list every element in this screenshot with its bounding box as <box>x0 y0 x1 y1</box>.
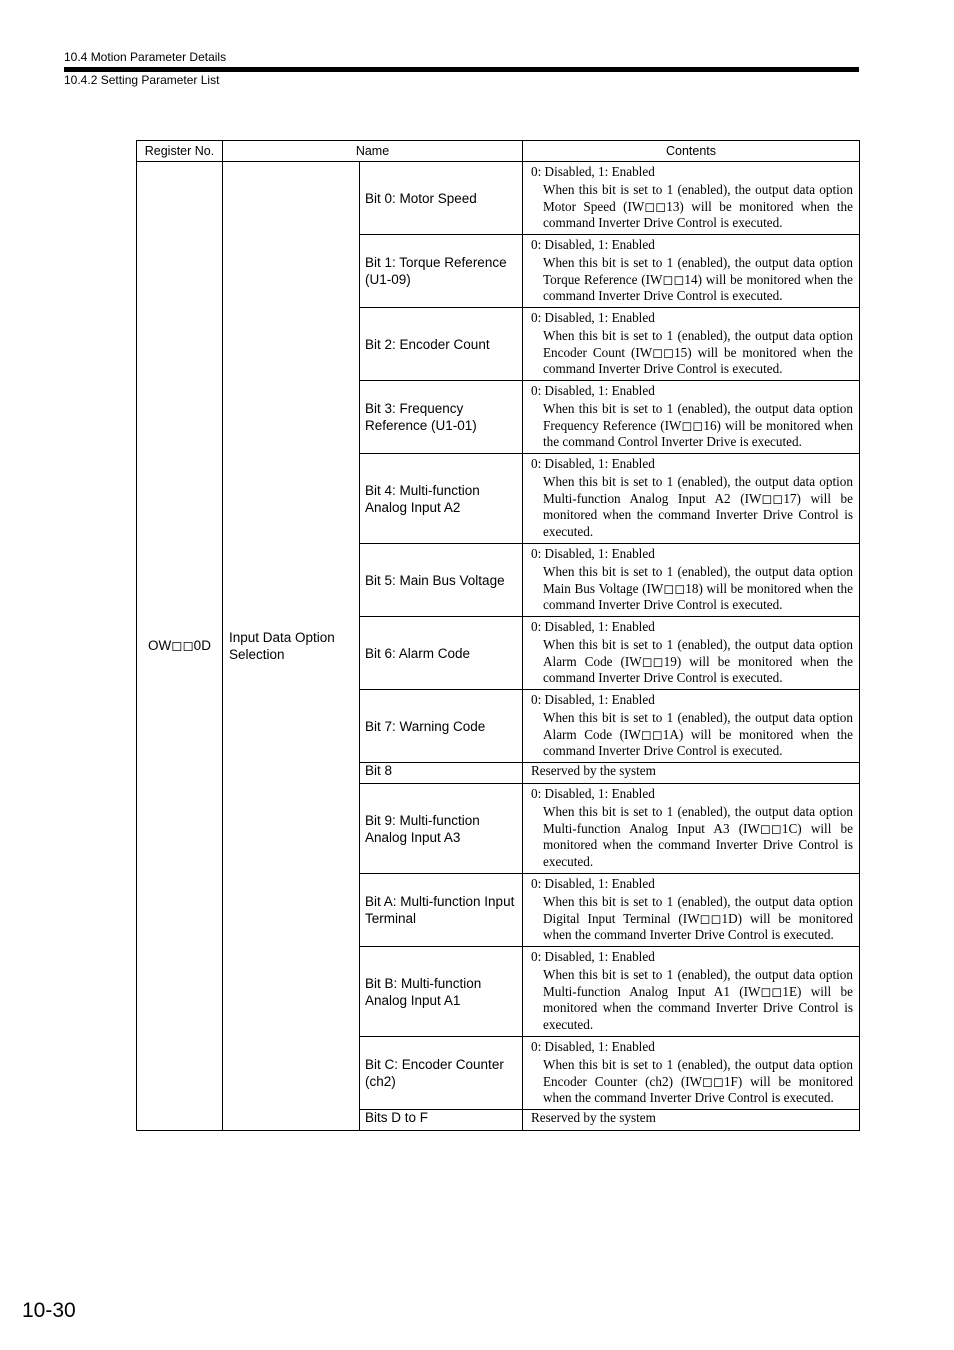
bit-contents <box>523 162 860 235</box>
bit-contents <box>523 454 860 544</box>
bit-contents <box>523 544 860 617</box>
bit-status: 0: Disabled, 1: Enabled <box>531 691 655 707</box>
bit-status: 0: Disabled, 1: Enabled <box>531 236 655 252</box>
column-header-name: Name <box>223 141 523 162</box>
bit-name: Bit 8 <box>360 763 523 784</box>
subsection-header: 10.4.2 Setting Parameter List <box>64 73 220 87</box>
bit-status: 0: Disabled, 1: Enabled <box>531 163 655 179</box>
bit-name: Bit 3: Frequency Reference (U1-01) <box>360 381 523 454</box>
bit-status: 0: Disabled, 1: Enabled <box>531 455 655 471</box>
bit-status: 0: Disabled, 1: Enabled <box>531 618 655 634</box>
bit-description: When this bit is set to 1 (enabled), the output data option Motor Speed (IW◻◻13) will be monitored when the command Inverter Drive Control is executed. <box>543 181 853 231</box>
page-number: 10-30 <box>22 1299 76 1322</box>
bit-status: Reserved by the system <box>531 763 656 778</box>
bit-status: 0: Disabled, 1: Enabled <box>531 1038 655 1054</box>
bit-contents <box>523 690 860 763</box>
bit-status: 0: Disabled, 1: Enabled <box>531 382 655 398</box>
bit-description: When this bit is set to 1 (enabled), the output data option Frequency Reference (IW◻◻16) will be monitored when the command Control Inverter Drive is executed. <box>543 400 853 450</box>
parameter-name: Input Data Option Selection <box>223 162 360 1131</box>
bit-description: When this bit is set to 1 (enabled), the output data option Multi-function Analog Input A3 (IW◻◻1C) will be monitored when the command Inverter Drive Control is executed. <box>543 803 853 870</box>
bit-contents <box>523 784 860 874</box>
bit-name: Bit 7: Warning Code <box>360 690 523 763</box>
bit-description: When this bit is set to 1 (enabled), the output data option Torque Reference (IW◻◻14) will be monitored when the command Inverter Drive Control is executed. <box>543 254 853 304</box>
bit-status: 0: Disabled, 1: Enabled <box>531 948 655 964</box>
bit-name: Bit 0: Motor Speed <box>360 162 523 235</box>
bit-status: 0: Disabled, 1: Enabled <box>531 309 655 325</box>
bit-contents <box>523 947 860 1037</box>
section-header: 10.4 Motion Parameter Details <box>64 50 227 64</box>
bit-contents <box>523 874 860 947</box>
bit-name: Bit C: Encoder Counter (ch2) <box>360 1037 523 1110</box>
bit-contents <box>523 617 860 690</box>
parameter-table <box>136 140 860 1131</box>
bit-name: Bit 2: Encoder Count <box>360 308 523 381</box>
bit-description: When this bit is set to 1 (enabled), the output data option Alarm Code (IW◻◻19) will be monitored when the command Inverter Drive Control is executed. <box>543 636 853 686</box>
table-header-row <box>137 141 860 162</box>
bit-description: When this bit is set to 1 (enabled), the output data option Digital Input Terminal (IW◻◻1D) will be monitored when the command Inverter Drive Control is executed. <box>543 893 853 943</box>
bit-contents <box>523 308 860 381</box>
bit-contents <box>523 1037 860 1110</box>
bit-name: Bit 9: Multi-function Analog Input A3 <box>360 784 523 874</box>
bit-status: 0: Disabled, 1: Enabled <box>531 875 655 891</box>
column-header-contents: Contents <box>523 141 860 162</box>
bit-contents <box>523 381 860 454</box>
bit-description: When this bit is set to 1 (enabled), the output data option Main Bus Voltage (IW◻◻18) will be monitored when the command Inverter Drive Control is executed. <box>543 563 853 613</box>
bit-name: Bit B: Multi-function Analog Input A1 <box>360 947 523 1037</box>
bit-description: When this bit is set to 1 (enabled), the output data option Encoder Counter (ch2) (IW◻◻1F) will be monitored when the command Inverter Drive Control is executed. <box>543 1056 853 1106</box>
table-row <box>137 162 860 235</box>
bit-status: 0: Disabled, 1: Enabled <box>531 785 655 801</box>
bit-status: Reserved by the system <box>531 1110 656 1125</box>
bit-description: When this bit is set to 1 (enabled), the output data option Multi-function Analog Input A1 (IW◻◻1E) will be monitored when the command Inverter Drive Control is executed. <box>543 966 853 1033</box>
bit-name: Bit 1: Torque Reference (U1-09) <box>360 235 523 308</box>
bit-name: Bit 5: Main Bus Voltage <box>360 544 523 617</box>
header-rule <box>64 67 859 72</box>
bit-name: Bits D to F <box>360 1110 523 1131</box>
bit-contents <box>523 235 860 308</box>
bit-contents <box>523 763 860 784</box>
bit-name: Bit 4: Multi-function Analog Input A2 <box>360 454 523 544</box>
bit-status: 0: Disabled, 1: Enabled <box>531 545 655 561</box>
bit-name: Bit 6: Alarm Code <box>360 617 523 690</box>
bit-description: When this bit is set to 1 (enabled), the output data option Encoder Count (IW◻◻15) will be monitored when the command Inverter Drive Control is executed. <box>543 327 853 377</box>
bit-name: Bit A: Multi-function Input Terminal <box>360 874 523 947</box>
register-number: OW◻◻0D <box>137 162 223 1131</box>
bit-description: When this bit is set to 1 (enabled), the output data option Alarm Code (IW◻◻1A) will be monitored when the command Inverter Drive Control is executed. <box>543 709 853 759</box>
column-header-register: Register No. <box>137 141 223 162</box>
bit-description: When this bit is set to 1 (enabled), the output data option Multi-function Analog Input A2 (IW◻◻17) will be monitored when the command Inverter Drive Control is executed. <box>543 473 853 540</box>
bit-contents <box>523 1110 860 1131</box>
